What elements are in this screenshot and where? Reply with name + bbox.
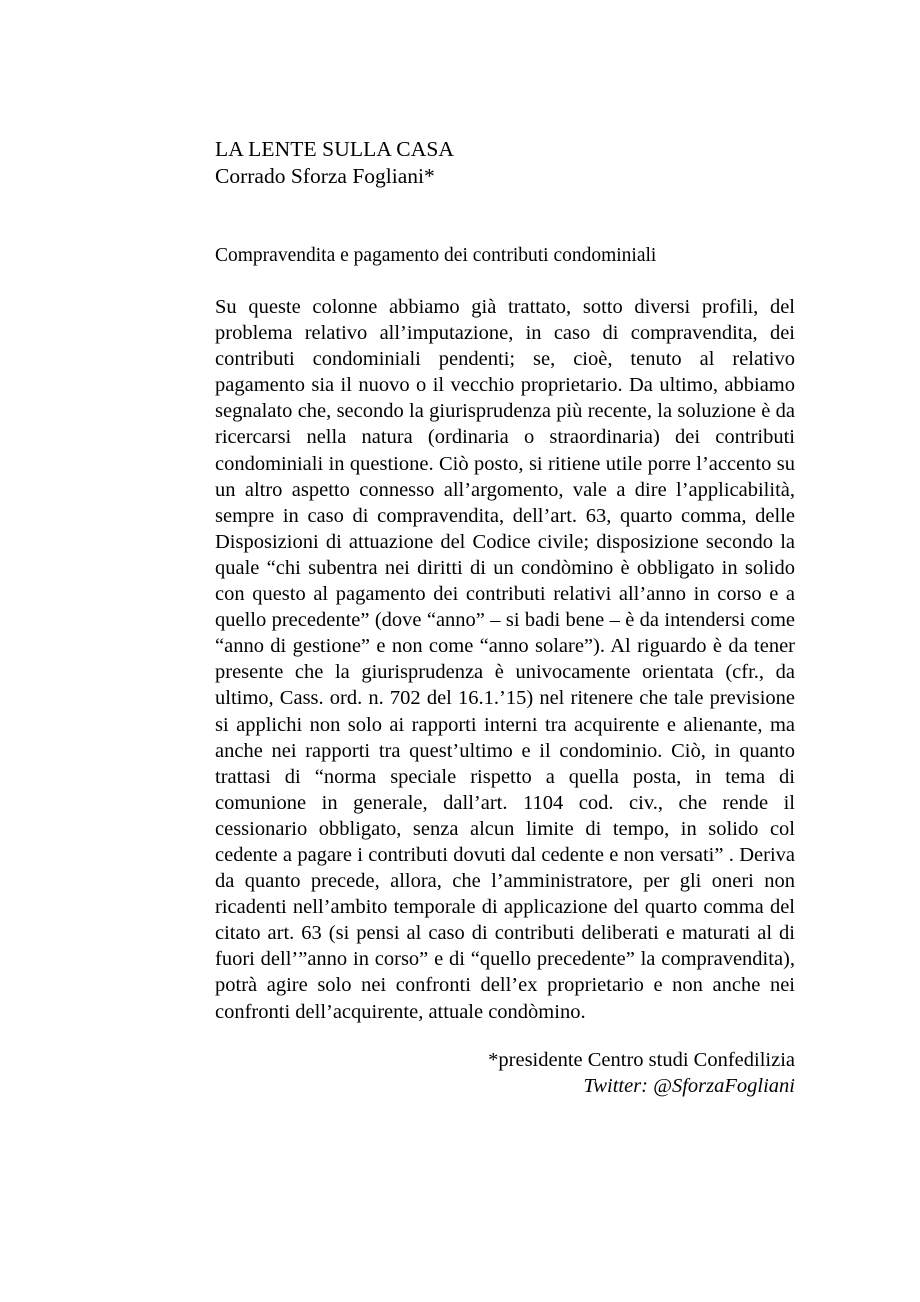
article-subject-heading: Compravendita e pagamento dei contributi condominiali (215, 245, 657, 266)
author-role-note: *presidente Centro studi Confedilizia (488, 1048, 795, 1071)
signature-block (215, 1047, 795, 1100)
column-title: LA LENTE SULLA CASA (215, 137, 454, 161)
masthead (215, 136, 795, 190)
body-paragraph: Su queste colonne abbiamo già trattato, sotto diversi profili, del problema relativo all’imputazione, in caso di compravendita, dei contributi condominiali pendenti; se, cioè, tenuto al relativo pagamento sia il nuovo o il vecchio proprietario. Da ultimo, abbiamo segnalato che, secondo la giurisprudenza più recente, la soluzione è da ricercarsi nella natura (ordinaria o straordinaria) dei contributi condominiali in questione. Ciò posto, si ritiene utile porre l’accento su un altro aspetto connesso all’argomento, vale a dire l’applicabilità, sempre in caso di compravendita, dell’art. 63, quarto comma, delle Disposizioni di attuazione del Codice civile; disposizione secondo la quale “chi subentra nei diritti di un condòmino è obbligato in solido con questo al pagamento dei contributi relativi all’anno in corso e a quello precedente” (dove “anno” – si badi bene – è da intendersi come “anno di gestione” e non come “anno solare”). Al riguardo è da tener presente che la giurisprudenza è univocamente orientata (cfr., da ultimo, Cass. ord. n. 702 del 16.1.’15) nel ritenere che tale previsione si applichi non solo ai rapporti interni tra acquirente e alienante, ma anche nei rapporti tra quest’ultimo e il condominio. Ciò, in quanto trattasi di “norma speciale rispetto a quella posta, in tema di comunione in generale, dall’art. 1104 cod. civ., che rende il cessionario obbligato, senza alcun limite di tempo, in solido col cedente a pagare i contributi dovuti dal cedente e non versati” . Deriva da quanto precede, allora, che l’amministratore, per gli oneri non ricadenti nell’ambito temporale di applicazione del quarto comma del citato art. 63 (si pensi al caso di contributi deliberati e maturati al di fuori dell’”anno in corso” e di “quello precedente” la compravendita), potrà agire solo nei confronti dell’ex proprietario e non anche nei confronti dell’acquirente, attuale condòmino. (215, 296, 795, 1023)
author-byline: Corrado Sforza Fogliani* (215, 164, 435, 188)
author-twitter-handle: Twitter: @SforzaFogliani (583, 1075, 795, 1098)
article-body (215, 294, 795, 1025)
document-content-column (215, 0, 795, 1100)
